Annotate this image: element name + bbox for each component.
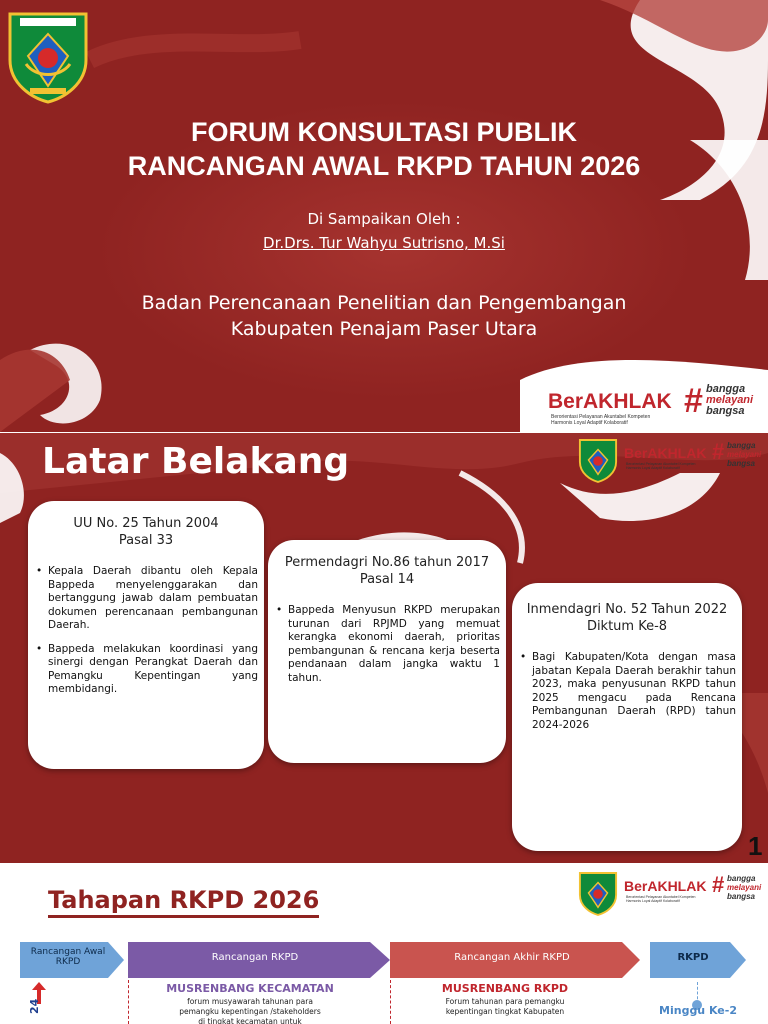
- step-rancangan-awal: Rancangan Awal RKPD: [30, 947, 106, 967]
- step-rkpd: RKPD: [677, 951, 709, 963]
- card-bullet: • Bappeda Menyusun RKPD merupakan turunan dari RPJMD yang memuat kerangka ekonomi daerah, prioritas pembangunan & rencana kerja beserta pendanaan dalam jangka waktu 1 tahun.: [274, 604, 500, 685]
- card-heading-1: Inmendagri No. 52 Tahun 2022: [526, 602, 728, 617]
- desc-line: forum musyawarah tahunan para: [187, 997, 313, 1006]
- card-bullet: • Kepala Daerah dibantu oleh Kepala Bappeda menyelenggarakan dan bertanggung jawab dalam pembuatan dokumen perencanaan pembangunan Daerah.: [34, 565, 258, 633]
- musrenbang-kecamatan-title: MUSRENBANG KECAMATAN: [166, 982, 334, 995]
- regency-crest-logo: [6, 8, 90, 104]
- page-number: 1: [748, 831, 763, 861]
- card-heading-1: UU No. 25 Tahun 2004: [73, 516, 219, 531]
- dashed-divider: [128, 980, 129, 1024]
- legal-basis-card-permendagri86: [268, 540, 506, 763]
- organization-line-2: Kabupaten Penajam Paser Utara: [230, 318, 538, 340]
- presented-by-label: Di Sampaikan Oleh :: [307, 210, 461, 228]
- musrenbang-rkpd-desc: [410, 997, 600, 1017]
- cover-title-line-1: FORUM KONSULTASI PUBLIK: [191, 117, 577, 147]
- hashtag-icon: #: [684, 382, 703, 420]
- organization-line-1: Badan Perencanaan Penelitian dan Pengembangan: [141, 292, 627, 314]
- card-heading-2: Pasal 33: [118, 533, 174, 548]
- berakhlak-logo-small: [624, 870, 764, 910]
- tag-melayani-small: melayani: [727, 883, 762, 892]
- berakhlak-subtitle: [551, 414, 691, 426]
- berakhlak-wordmark: BerAKHLAK: [548, 390, 672, 413]
- legal-basis-card-uu25: [28, 501, 264, 769]
- slide-title: Tahapan RKPD 2026: [48, 886, 319, 918]
- slide-title: Latar Belakang: [42, 441, 350, 482]
- cover-slide: [0, 0, 768, 432]
- berakhlak-logo: [548, 378, 763, 428]
- berakhlak-subtitle-small-line-1: Berorientasi Pelayanan Akuntabel Kompeten: [626, 895, 696, 899]
- berakhlak-subtitle-line-1: Berorientasi Pelayanan Akuntabel Kompeten: [551, 414, 651, 420]
- cover-title-line-2: RANCANGAN AWAL RKPD TAHUN 2026: [127, 151, 641, 181]
- stages-slide: [0, 864, 768, 1024]
- bangga-melayani-bangsa-tag: [706, 384, 753, 417]
- tag-bangsa-small: bangsa: [727, 892, 756, 901]
- tag-bangsa-small: bangsa: [727, 459, 756, 468]
- desc-line: pemangku kepentingan /stakeholders: [179, 1007, 321, 1016]
- musrenbang-rkpd-title: MUSRENBANG RKPD: [441, 982, 569, 995]
- hashtag-icon-small: #: [712, 439, 725, 464]
- berakhlak-logo-small: [624, 437, 764, 477]
- card-heading-2: Pasal 14: [359, 572, 415, 587]
- card-bullet-list: [274, 604, 500, 685]
- tag-bangsa: bangsa: [706, 405, 745, 417]
- legal-basis-card-inmendagri52: [512, 583, 742, 851]
- tag-bangga-small: bangga: [727, 441, 756, 450]
- presenter-name: Dr.Drs. Tur Wahyu Sutrisno, M.Si: [263, 234, 505, 252]
- card-heading-1: Permendagri No.86 tahun 2017: [284, 555, 490, 570]
- regency-crest-small: [578, 870, 618, 916]
- berakhlak-subtitle-small-line-2: Harmonis Loyal Adaptif Kolaboratif: [626, 466, 680, 470]
- card-bullet: • Bagi Kabupaten/Kota dengan masa jabatan Kepala Daerah berakhir tahun 2023, maka penyusunan RKPD tahun 2025 mengacu pada Rencana Pembangunan Daerah (RPD) tahun 2024-2026: [518, 651, 736, 732]
- desc-line: di tingkat kecamatan untuk: [198, 1017, 302, 1024]
- tag-bangga-small: bangga: [727, 874, 756, 883]
- tag-melayani-small: melayani: [727, 450, 762, 459]
- berakhlak-subtitle-small: [626, 462, 716, 470]
- berakhlak-subtitle-small-line-1: Berorientasi Pelayanan Akuntabel Kompeten: [626, 462, 696, 466]
- tag-melayani: melayani: [706, 394, 754, 406]
- minggu-label: Minggu Ke-2: [659, 1004, 737, 1017]
- desc-line: Forum tahunan para pemangku: [445, 997, 565, 1006]
- card-bullet-list: [34, 565, 258, 697]
- berakhlak-subtitle-small: [626, 895, 716, 903]
- berakhlak-wordmark-small: BerAKHLAK: [624, 878, 707, 894]
- side-year-label: 24: [28, 998, 41, 1014]
- card-heading-2: Diktum Ke-8: [586, 619, 668, 634]
- regency-crest-small: [578, 437, 618, 483]
- musrenbang-kecamatan-desc: [150, 997, 350, 1024]
- dashed-divider: [390, 980, 391, 1024]
- step-rancangan: Rancangan RKPD: [211, 951, 299, 963]
- bangga-melayani-bangsa-tag-small: [727, 874, 761, 901]
- background-slide: [0, 433, 768, 863]
- card-bullet: • Bappeda melakukan koordinasi yang sinergi dengan Perangkat Daerah dan Pemangku Kepentingan yang membidangi.: [34, 643, 258, 697]
- hashtag-icon-small: #: [712, 872, 725, 897]
- tag-bangga: bangga: [706, 383, 746, 395]
- card-bullet-list: [518, 651, 736, 732]
- berakhlak-subtitle-line-2: Harmonis Loyal Adaptif Kolaboratif: [551, 420, 628, 426]
- berakhlak-subtitle-small-line-2: Harmonis Loyal Adaptif Kolaboratif: [626, 899, 680, 903]
- bangga-melayani-bangsa-tag-small: [727, 441, 761, 468]
- desc-line: kepentingan tingkat Kabupaten: [445, 1007, 565, 1016]
- step-rancangan-akhir: Rancangan Akhir RKPD: [454, 951, 570, 963]
- berakhlak-wordmark-small: BerAKHLAK: [624, 445, 707, 461]
